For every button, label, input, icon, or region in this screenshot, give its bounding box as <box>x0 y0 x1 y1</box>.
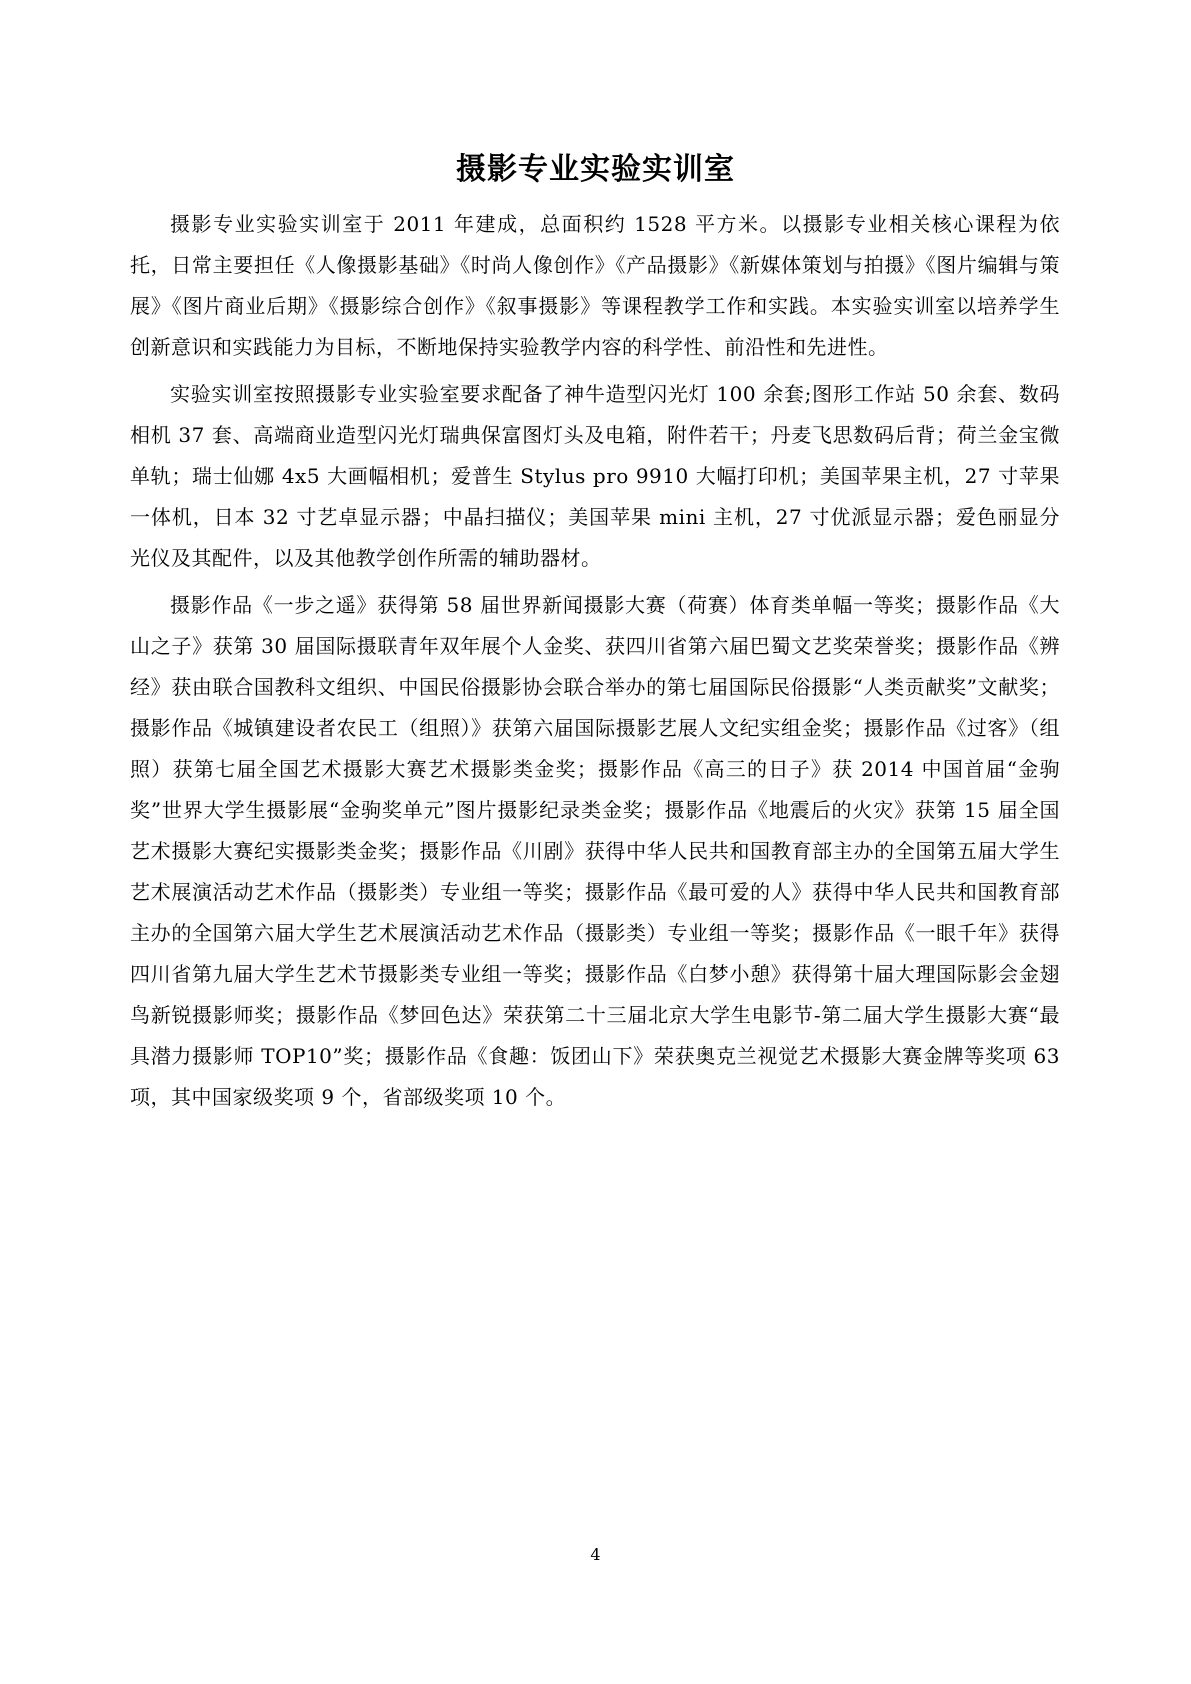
paragraph-equipment: 实验实训室按照摄影专业实验室要求配备了神牛造型闪光灯 100 余套;图形工作站 50 余套、数码相机 37 套、高端商业造型闪光灯瑞典保富图灯头及电箱，附件若干；丹麦飞思数码后背；荷兰金宝微单轨；瑞士仙娜 4x5 大画幅相机；爱普生 Stylus pro 9910 大幅打印机；美国苹果主机，27 寸苹果一体机，日本 32 寸艺卓显示器；中晶扫描仪；美国苹果 mini 主机，27 寸优派显示器；爱色丽显分光仪及其配件，以及其他教学创作所需的辅助器材。 <box>130 382 1060 570</box>
page-title: 摄影专业实验实训室 <box>456 152 735 187</box>
paragraph-awards: 摄影作品《一步之遥》获得第 58 届世界新闻摄影大赛（荷赛）体育类单幅一等奖；摄影作品《大山之子》获第 30 届国际摄联青年双年展个人金奖、获四川省第六届巴蜀文艺奖荣誉奖；摄影作品《辨经》获由联合国教科文组织、中国民俗摄影协会联合举办的第七届国际民俗摄影“人类贡献奖”文献奖；摄影作品《城镇建设者农民工（组照）》获第六届国际摄影艺展人文纪实组金奖；摄影作品《过客》（组照）获第七届全国艺术摄影大赛艺术摄影类金奖；摄影作品《高三的日子》获 2014 中国首届“金驹奖”世界大学生摄影展“金驹奖单元”图片摄影纪录类金奖；摄影作品《地震后的火灾》获第 15 届全国艺术摄影大赛纪实摄影类金奖；摄影作品《川剧》获得中华人民共和国教育部主办的全国第五届大学生艺术展演活动艺术作品（摄影类）专业组一等奖；摄影作品《最可爱的人》获得中华人民共和国教育部主办的全国第六届大学生艺术展演活动艺术作品（摄影类）专业组一等奖；摄影作品《一眼千年》获得四川省第九届大学生艺术节摄影类专业组一等奖；摄影作品《白梦小憩》获得第十届大理国际影会金翅鸟新锐摄影师奖；摄影作品《梦回色达》荣获第二十三届北京大学生电影节-第二届大学生摄影大赛“最具潜力摄影师 TOP10”奖；摄影作品《食趣：饭团山下》荣获奥克兰视觉艺术摄影大赛金牌等奖项 63 项，其中国家级奖项 9 个，省部级奖项 10 个。 <box>130 593 1060 1109</box>
paragraph-lab-overview: 摄影专业实验实训室于 2011 年建成，总面积约 1528 平方米。以摄影专业相关核心课程为依托，日常主要担任《人像摄影基础》《时尚人像创作》《产品摄影》《新媒体策划与拍摄》《图片编辑与策展》《图片商业后期》《摄影综合创作》《叙事摄影》等课程教学工作和实践。本实验实训室以培养学生创新意识和实践能力为目标，不断地保持实验教学内容的科学性、前沿性和先进性。 <box>130 212 1060 359</box>
page-number: 4 <box>590 1545 601 1564</box>
body-text <box>130 204 1060 1118</box>
